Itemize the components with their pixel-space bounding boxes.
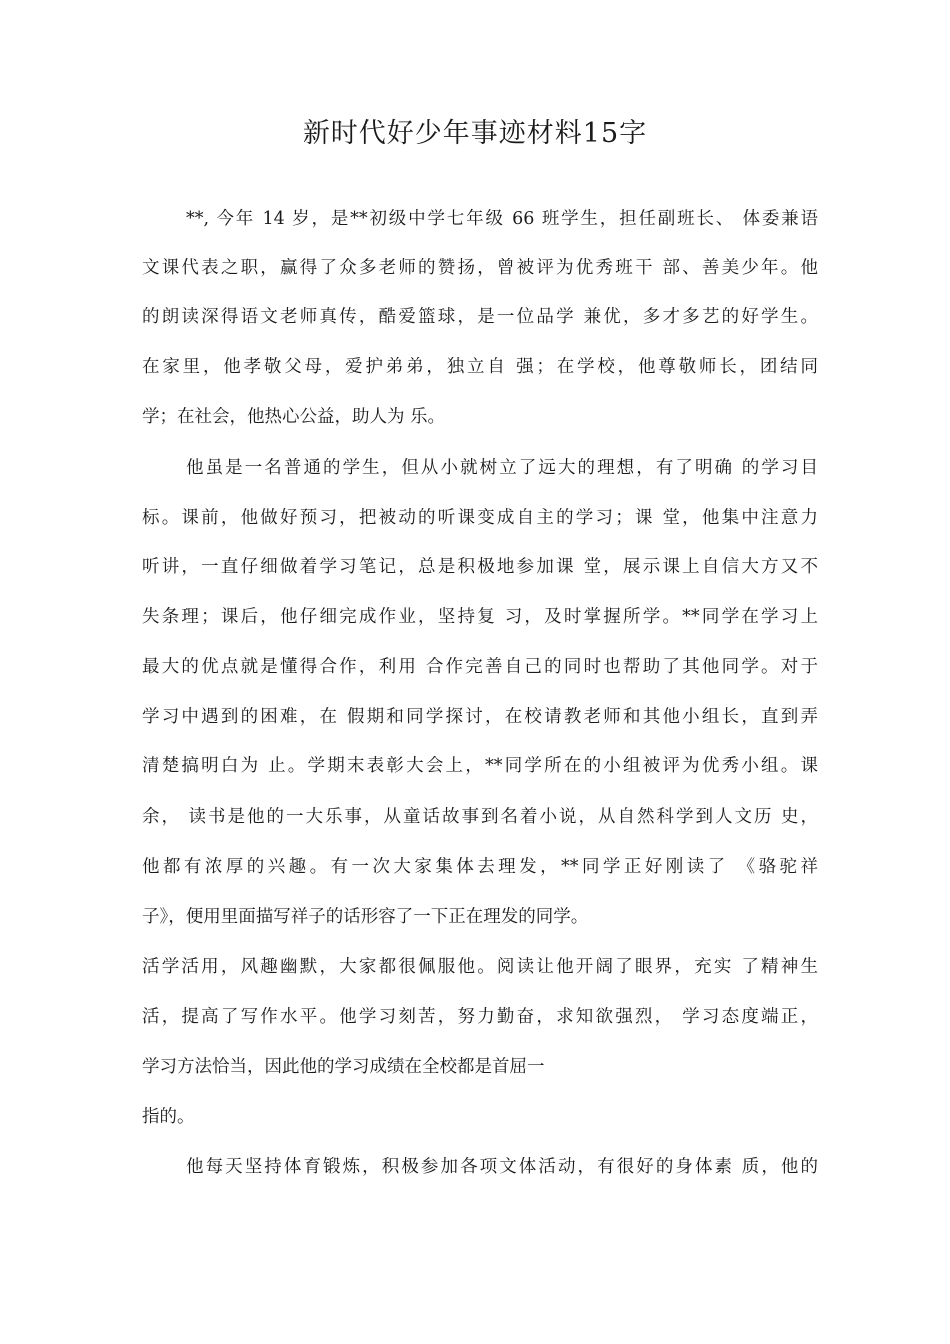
- paragraph-1-line-4: 在家里，他孝敬父母，爱护弟弟，独立自 强；在学校，他尊敬师长，团结同: [142, 357, 818, 377]
- paragraph-1-line-2: 文课代表之职，赢得了众多老师的赞扬，曾被评为优秀班干 部、善美少年。他: [142, 258, 818, 278]
- paragraph-2-line-8: 余， 读书是他的一大乐事，从童话故事到名着小说，从自然科学到人文历 史，: [142, 807, 818, 827]
- paragraph-2-line-5: 最大的优点就是懂得合作，利用 合作完善自己的同时也帮助了其他同学。对于: [142, 657, 818, 677]
- paragraph-2-line-6: 学习中遇到的困难，在 假期和同学探讨，在校请教老师和其他小组长，直到弄: [142, 707, 818, 727]
- paragraph-1-line-1: **, 今年 14 岁，是**初级中学七年级 66 班学生，担任副班长、 体委兼语: [186, 209, 818, 229]
- paragraph-2-line-3: 听讲，一直仔细做着学习笔记，总是积极地参加课 堂，展示课上自信大方又不: [142, 557, 818, 577]
- paragraph-3-line-4: 指的。: [142, 1107, 195, 1127]
- paragraph-2-line-7: 清楚搞明白为 止。学期末表彰大会上，**同学所在的小组被评为优秀小组。课: [142, 756, 818, 776]
- paragraph-2-line-9: 他都有浓厚的兴趣。有一次大家集体去理发，**同学正好刚读了 《骆驼祥: [142, 857, 818, 877]
- paragraph-3-line-3: 学习方法恰当，因此他的学习成绩在全校都是首屈一: [142, 1057, 545, 1077]
- paragraph-1-line-3: 的朗读深得语文老师真传，酷爱篮球，是一位品学 兼优，多才多艺的好学生。: [142, 307, 818, 327]
- paragraph-3-line-1: 活学活用，风趣幽默，大家都很佩服他。阅读让他开阔了眼界，充实 了精神生: [142, 957, 818, 977]
- paragraph-4-line-1: 他每天坚持体育锻炼，积极参加各项文体活动，有很好的身体素 质，他的: [186, 1157, 818, 1177]
- paragraph-2-line-4: 失条理；课后，他仔细完成作业，坚持复 习，及时掌握所学。**同学在学习上: [142, 607, 818, 627]
- paragraph-2-line-1: 他虽是一名普通的学生，但从小就树立了远大的理想，有了明确 的学习目: [186, 458, 818, 478]
- paragraph-1-line-5: 学；在社会，他热心公益，助人为 乐。: [142, 407, 446, 427]
- paragraph-3-line-2: 活，提高了写作水平。他学习刻苦，努力勤奋，求知欲强烈， 学习态度端正，: [142, 1007, 818, 1027]
- document-title: 新时代好少年事迹材料15字: [302, 118, 648, 149]
- paragraph-2-line-10: 子》，便用里面描写祥子的话形容了一下正在理发的同学。: [142, 907, 589, 927]
- paragraph-2-line-2: 标。课前，他做好预习，把被动的听课变成自主的学习；课 堂，他集中注意力: [142, 508, 818, 528]
